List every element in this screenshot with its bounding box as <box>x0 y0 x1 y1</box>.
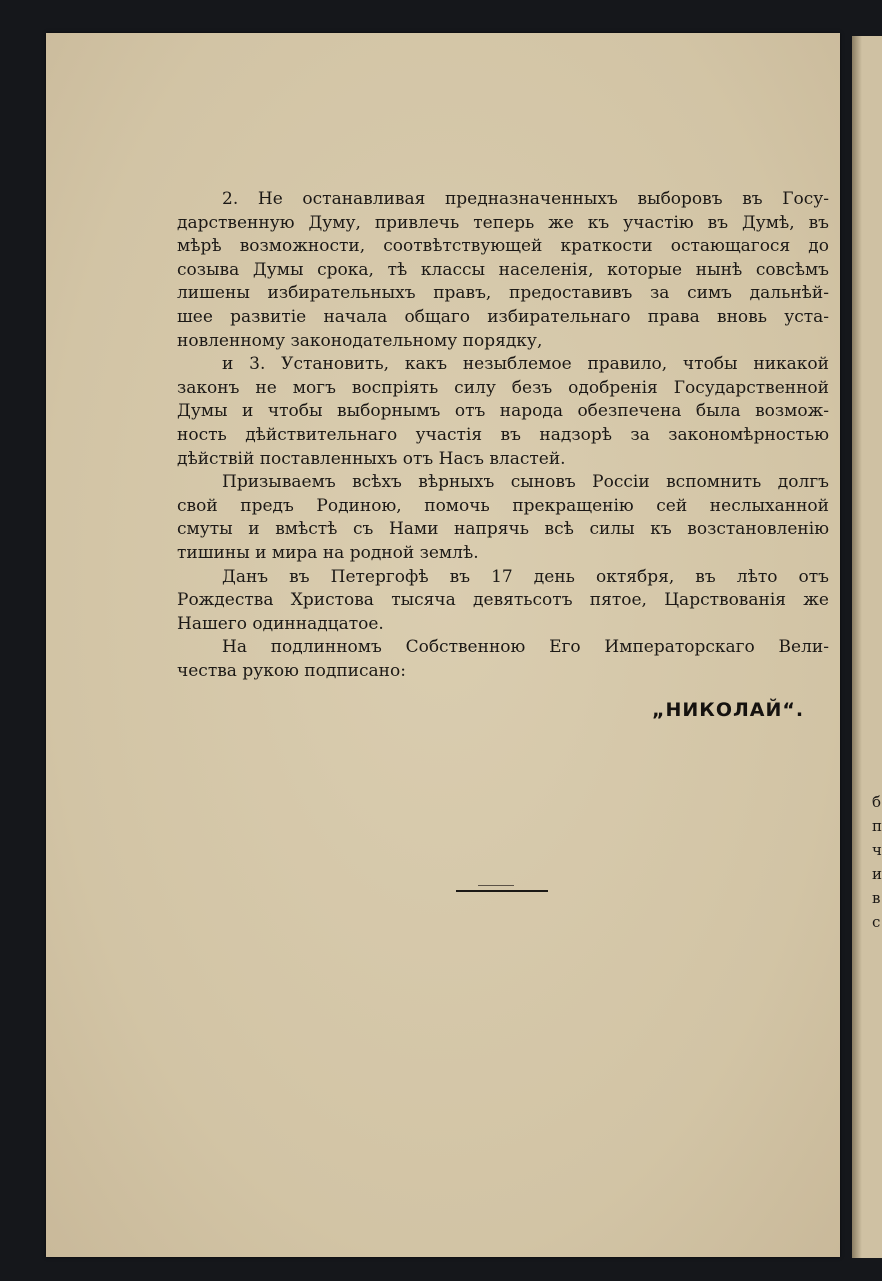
text-line: Рождества Христова тысяча девятьсотъ пятое, Царствованія же <box>177 590 829 611</box>
margin-letter: ч <box>872 841 882 859</box>
text-line: Призываемъ всѣхъ вѣрныхъ сыновъ Россіи вспомнить долгъ <box>222 472 829 493</box>
text-line: новленному законодательному порядку, <box>177 330 543 351</box>
margin-letter: с <box>872 913 881 931</box>
next-page-margin-text <box>872 790 882 934</box>
text-line: Нашего одиннадцатое. <box>177 613 384 634</box>
text-line: тишины и мира на родной землѣ. <box>177 542 479 563</box>
decorative-rule <box>456 890 548 892</box>
paragraph-appeal <box>177 471 829 565</box>
text-line: шее развитіе начала общаго избирательнаго права вновь уста- <box>177 306 829 327</box>
text-line: законъ не могъ воспріять силу безъ одобренія Государственной <box>177 377 829 398</box>
manifesto-text <box>177 188 829 683</box>
text-line: дарственную Думу, привлечь теперь же къ участію въ Думѣ, въ <box>177 212 829 233</box>
paragraph-signed-note <box>177 636 829 683</box>
margin-letter: п <box>872 817 882 835</box>
signature: „НИКОЛАЙ“. <box>652 699 805 721</box>
paragraph-date <box>177 566 829 637</box>
text-line: Думы и чтобы выборнымъ отъ народа обезпечена была возмож- <box>177 401 829 422</box>
text-line: созыва Думы срока, тѣ классы населенія, которые нынѣ совсѣмъ <box>177 259 829 280</box>
text-line: лишены избирательныхъ правъ, предоставивъ за симъ дальнѣй- <box>177 283 829 304</box>
text-line: 2. Не останавливая предназначенныхъ выборовъ въ Госу- <box>222 189 829 209</box>
text-line: чества рукою подписано: <box>177 660 406 681</box>
text-line: смуты и вмѣстѣ съ Нами напрячь всѣ силы къ возстановленію <box>177 519 829 540</box>
text-line: ность дѣйствительнаго участія въ надзорѣ за закономѣрностью <box>177 424 829 445</box>
text-line: мѣрѣ возможности, соотвѣтствующей краткости остающагося до <box>177 236 829 257</box>
text-line: Данъ въ Петергофѣ въ 17 день октября, въ лѣто отъ <box>222 566 829 587</box>
margin-letter: и <box>872 865 882 883</box>
margin-letter: б <box>872 793 882 811</box>
decorative-rule-short <box>478 885 514 886</box>
page-gutter <box>852 36 862 1258</box>
document-page <box>46 33 840 1257</box>
paragraph-point-3 <box>177 353 829 471</box>
text-line: свой предъ Родиною, помочь прекращенію сей неслыханной <box>177 495 829 516</box>
paragraph-point-2 <box>177 188 829 353</box>
text-line: дѣйствій поставленныхъ отъ Насъ властей. <box>177 448 566 469</box>
text-line: На подлинномъ Собственною Его Императорскаго Вели- <box>222 637 829 658</box>
margin-letter: в <box>872 889 881 907</box>
text-line: и 3. Установить, какъ незыблемое правило, чтобы никакой <box>222 354 829 375</box>
